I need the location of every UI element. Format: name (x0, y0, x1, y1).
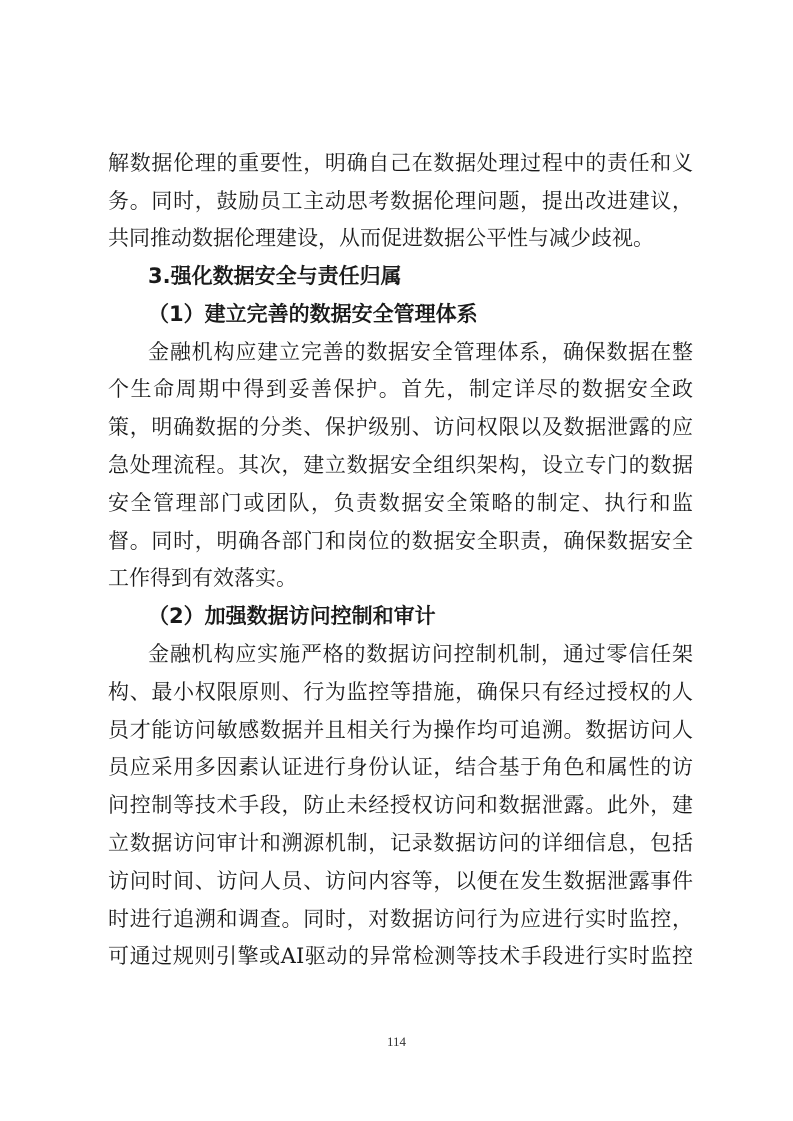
paragraph-line: 督。同时，明确各部门和岗位的数据安全职责，确保数据安全 (108, 529, 693, 553)
paragraph-line: 个生命周期中得到妥善保护。首先，制定详尽的数据安全政 (108, 377, 693, 401)
paragraph-line: 解数据伦理的重要性，明确自己在数据处理过程中的责任和义 (108, 151, 693, 175)
paragraph-line: 立数据访问审计和溯源机制，记录数据访问的详细信息，包括 (108, 831, 693, 855)
paragraph-line: 员才能访问敏感数据并且相关行为操作均可追溯。数据访问人 (108, 718, 693, 742)
paragraph-line: 构、最小权限原则、行为监控等措施，确保只有经过授权的人 (108, 680, 693, 704)
paragraph-line: 时进行追溯和调查。同时，对数据访问行为应进行实时监控， (108, 907, 693, 931)
section-heading: 3.强化数据安全与责任归属 (148, 264, 402, 288)
paragraph-line: 安全管理部门或团队，负责数据安全策略的制定、执行和监 (108, 491, 693, 515)
paragraph-line: 策，明确数据的分类、保护级别、访问权限以及数据泄露的应 (108, 415, 693, 439)
paragraph-line: 问控制等技术手段，防止未经授权访问和数据泄露。此外，建 (108, 793, 693, 817)
paragraph-line: 可通过规则引擎或AI驱动的异常检测等技术手段进行实时监控 (108, 944, 693, 968)
paragraph-line: 工作得到有效落实。 (108, 566, 297, 590)
paragraph-line: 金融机构应实施严格的数据访问控制机制，通过零信任架 (148, 642, 693, 666)
subsection-heading: （2）加强数据访问控制和审计 (148, 604, 436, 628)
page-number: 114 (386, 1034, 407, 1049)
paragraph-line: 共同推动数据伦理建设，从而促进数据公平性与减少歧视。 (108, 226, 654, 250)
paragraph-line: 员应采用多因素认证进行身份认证，结合基于角色和属性的访 (108, 755, 693, 779)
paragraph-line: 务。同时，鼓励员工主动思考数据伦理问题，提出改进建议， (108, 189, 693, 213)
paragraph-line: 急处理流程。其次，建立数据安全组织架构，设立专门的数据 (108, 453, 693, 477)
paragraph-line: 金融机构应建立完善的数据安全管理体系，确保数据在整 (148, 340, 693, 364)
paragraph-line: 访问时间、访问人员、访问内容等，以便在发生数据泄露事件 (108, 869, 693, 893)
subsection-heading: （1）建立完善的数据安全管理体系 (148, 302, 478, 326)
